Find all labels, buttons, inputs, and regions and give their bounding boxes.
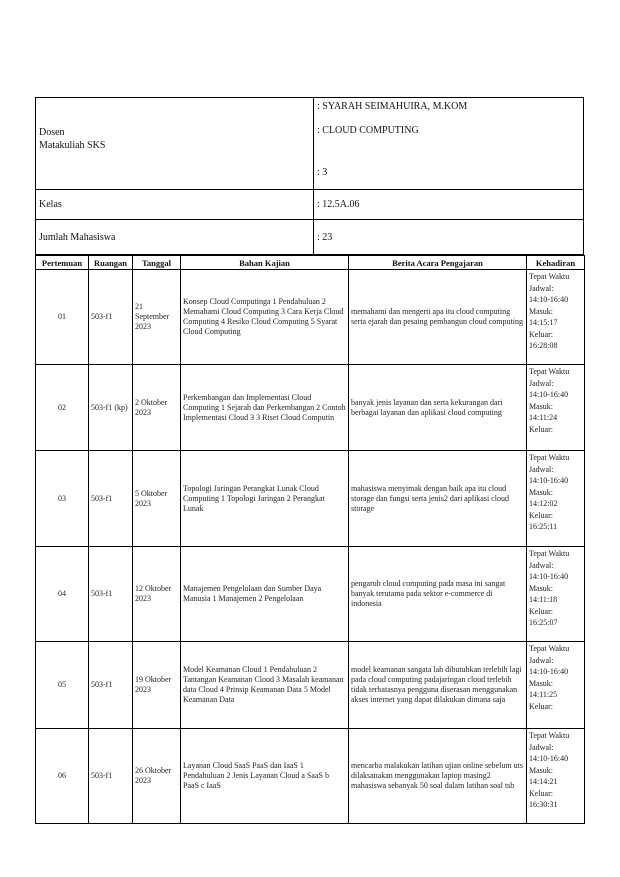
table-row [36, 729, 585, 824]
berita-acara-cell: model keamanan sangata lah dibutuhkan terlebih lagi pada cloud computing padajaringan cloud terlebih tidak terbatasnya pengguna diserasan menggunakan akses internet yang dapat dilakukan dimana saja [349, 642, 527, 729]
kehadiran-line: 14:10-16:40 [529, 476, 569, 485]
pertemuan-cell: 06 [36, 729, 89, 824]
kehadiran-line: 16:25:07 [529, 618, 558, 627]
kehadiran-line: 16:25:11 [529, 522, 558, 531]
sks-value: : 3 [317, 167, 328, 178]
kehadiran-line: Keluar: [529, 510, 553, 520]
ruangan-cell: 503-f1 [89, 642, 133, 729]
kehadiran-line: 14:10-16:40 [529, 390, 569, 399]
kehadiran-line: Masuk: [529, 765, 553, 775]
kehadiran-line: Masuk: [529, 583, 553, 593]
bahan-kajian-cell: Topologi Jaringan Perangkat Lunak Cloud Computing 1 Topologi Jaringan 2 Perangkat Lunak [181, 451, 349, 547]
kehadiran-line: 14:10-16:40 [529, 572, 569, 581]
bahan-kajian-cell: Layanan Cloud SaaS PaaS dan IaaS 1 Pendahuluan 2 Jenis Layanan Cloud a SaaS b PaaS c IaaS [181, 729, 349, 824]
kehadiran-line: 14:10-16:40 [529, 295, 569, 304]
kehadiran-cell [527, 642, 585, 729]
ruangan-cell: 503-f1 [89, 547, 133, 642]
berita-acara-cell: banyak jenis layanan dan serta kekurangan dari berbagai layanan dan aplikasi cloud computing [349, 365, 527, 451]
kehadiran-line: Keluar: [529, 606, 553, 616]
course-info-table [35, 97, 584, 255]
table-row [36, 451, 585, 547]
col-header-berita-acara: Berita Acara Pengajaran [349, 256, 527, 270]
bahan-kajian-cell: Konsep Cloud Computinga 1 Pendahuluan 2 Memahami Cloud Computing 3 Cara Kerja Cloud Computing 4 Resiko Cloud Computing 5 Syarat Cloud Computing [181, 270, 349, 365]
attendance-table [35, 255, 585, 824]
table-row [36, 270, 585, 365]
col-header-kehadiran: Kehadiran [527, 256, 585, 270]
dosen-matakuliah-label-cell [36, 98, 314, 190]
kehadiran-cell [527, 547, 585, 642]
kehadiran-line: Jadwal: [529, 655, 554, 665]
tanggal-cell: 21 September 2023 [133, 270, 181, 365]
kehadiran-line: Jadwal: [529, 378, 554, 388]
berita-acara-cell: mahasiswa menyimak dengan baik apa itu cloud storage dan fungsi serta jenis2 dari aplikasi cloud storage [349, 451, 527, 547]
kehadiran-line: Masuk: [529, 401, 553, 411]
kehadiran-line: 14:14:21 [529, 777, 558, 786]
pertemuan-cell: 05 [36, 642, 89, 729]
kehadiran-line: Tepat Waktu [529, 731, 570, 740]
kehadiran-line: Jadwal: [529, 464, 554, 474]
bahan-kajian-cell: Model Keamanan Cloud 1 Pendahuluan 2 Tantangan Keamanan Cloud 3 Masalah keamanan data Cloud 4 Prinsip Keamanan Data 5 Model Keamanan Data [181, 642, 349, 729]
kehadiran-line: 14:11:25 [529, 690, 558, 699]
col-header-tanggal: Tanggal [133, 256, 181, 270]
kehadiran-line: Jadwal: [529, 283, 554, 293]
pertemuan-cell: 03 [36, 451, 89, 547]
tanggal-cell: 5 Oktober 2023 [133, 451, 181, 547]
pertemuan-cell: 01 [36, 270, 89, 365]
kehadiran-line: Keluar: [529, 701, 553, 711]
kehadiran-cell [527, 451, 585, 547]
kehadiran-cell [527, 729, 585, 824]
kehadiran-line: Keluar: [529, 329, 553, 339]
kehadiran-cell [527, 270, 585, 365]
kehadiran-line: 14:10-16:40 [529, 667, 569, 676]
kehadiran-line: Tepat Waktu [529, 367, 570, 376]
kehadiran-line: 14:11:18 [529, 595, 558, 604]
tanggal-cell: 26 Oktober 2023 [133, 729, 181, 824]
berita-acara-cell: mencarba malakukan latihan ujian online sebelum uts dilaksanakan menggunakan laptop masing2 mahasiswa sebanyak 50 soal dalam latihan soal tsb [349, 729, 527, 824]
kehadiran-line: Tepat Waktu [529, 644, 570, 653]
jumlah-mahasiswa-value: : 23 [314, 220, 584, 255]
tanggal-cell: 12 Oktober 2023 [133, 547, 181, 642]
pertemuan-cell: 04 [36, 547, 89, 642]
dosen-label: Dosen [39, 127, 65, 138]
kehadiran-cell [527, 365, 585, 451]
jumlah-mahasiswa-label: Jumlah Mahasiswa [36, 220, 314, 255]
col-header-bahan-kajian: Bahan Kajian [181, 256, 349, 270]
ruangan-cell: 503-f1 [89, 451, 133, 547]
dosen-value: : SYARAH SEIMAHUIRA, M.KOM [317, 101, 468, 112]
kehadiran-line: 14:12:02 [529, 499, 558, 508]
col-header-ruangan: Ruangan [89, 256, 133, 270]
berita-acara-cell: memahami dan mengerti apa itu cloud computing serta ejarah dan pesaing pembangun cloud computing [349, 270, 527, 365]
table-row [36, 642, 585, 729]
ruangan-cell: 503-f1 [89, 729, 133, 824]
table-row [36, 547, 585, 642]
table-row [36, 365, 585, 451]
bahan-kajian-cell: Manajemen Pengelolaan dan Sumber Daya Manusia 1 Manajemen 2 Pengelolaan [181, 547, 349, 642]
kehadiran-line: 14:15:17 [529, 318, 558, 327]
ruangan-cell: 503-f1 (kp) [89, 365, 133, 451]
col-header-pertemuan: Pertemuan [36, 256, 89, 270]
kehadiran-line: 16:30:31 [529, 800, 558, 809]
kehadiran-line: Keluar: [529, 788, 553, 798]
ruangan-cell: 503-f1 [89, 270, 133, 365]
kelas-label: Kelas [36, 190, 314, 220]
berita-acara-cell: pengaruh cloud computing pada masa ini sangat banyak terutama pada sektor e-commerce di indonesia [349, 547, 527, 642]
pertemuan-cell: 02 [36, 365, 89, 451]
kehadiran-line: Masuk: [529, 487, 553, 497]
bahan-kajian-cell: Perkembangan dan Implementasi Cloud Computing 1 Sejarah dan Perkembangan 2 Contoh Implementasi Cloud 3 3 Riset Cloud Computin [181, 365, 349, 451]
kehadiran-line: Tepat Waktu [529, 272, 570, 281]
kelas-value: : 12.5A.06 [314, 190, 584, 220]
kehadiran-line: 14:10-16:40 [529, 754, 569, 763]
matakuliah-value: : CLOUD COMPUTING [317, 125, 419, 136]
kehadiran-line: 14:11:24 [529, 413, 558, 422]
kehadiran-line: Jadwal: [529, 742, 554, 752]
kehadiran-line: Masuk: [529, 306, 553, 316]
kehadiran-line: 16:28:08 [529, 341, 558, 350]
matakuliah-label: Matakuliah SKS [39, 140, 106, 151]
table-header-row [36, 256, 585, 270]
kehadiran-line: Tepat Waktu [529, 549, 570, 558]
kehadiran-line: Masuk: [529, 678, 553, 688]
kehadiran-line: Jadwal: [529, 560, 554, 570]
kehadiran-line: Keluar: [529, 424, 553, 434]
tanggal-cell: 19 Oktober 2023 [133, 642, 181, 729]
dosen-matakuliah-value-cell [314, 98, 584, 190]
tanggal-cell: 2 Oktober 2023 [133, 365, 181, 451]
kehadiran-line: Tepat Waktu [529, 453, 570, 462]
